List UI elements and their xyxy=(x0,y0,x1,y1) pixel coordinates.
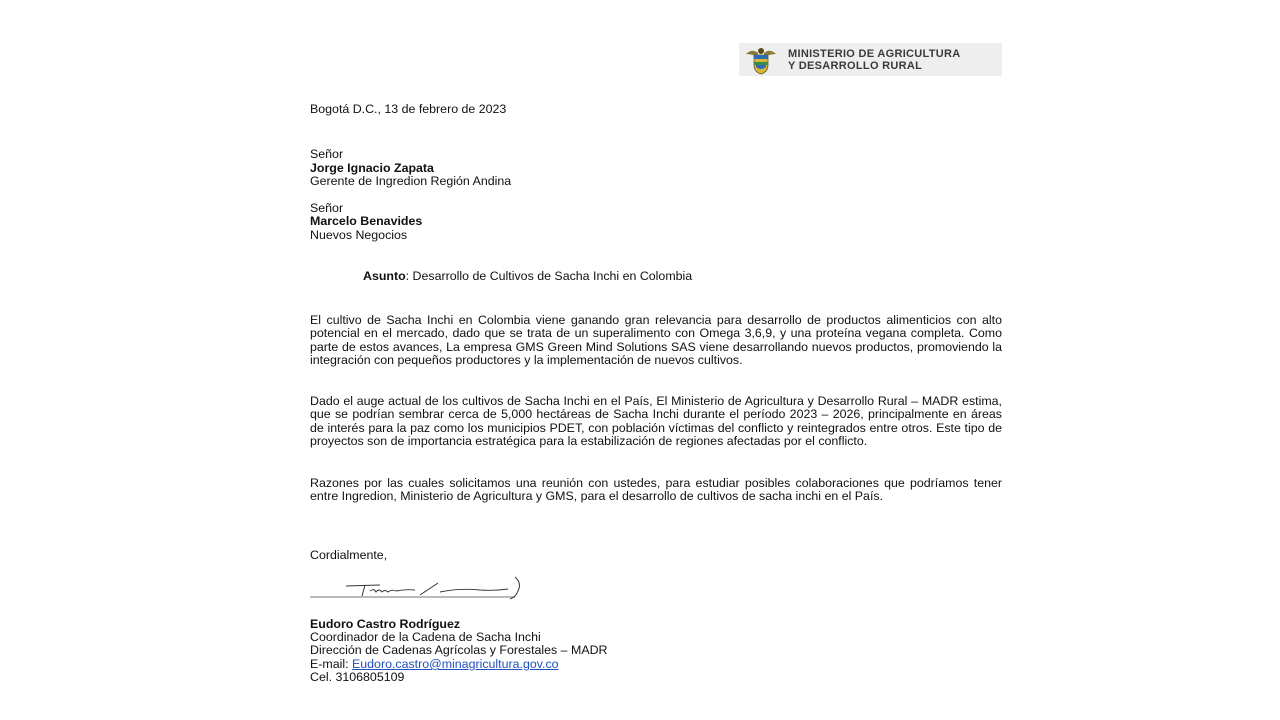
signer-name: Eudoro Castro Rodríguez xyxy=(310,617,461,631)
signer-email-label: E-mail: xyxy=(310,657,352,671)
recipient-2-name: Marcelo Benavides xyxy=(310,214,423,228)
ministry-name xyxy=(788,48,961,72)
date-line: Bogotá D.C., 13 de febrero de 2023 xyxy=(310,102,507,116)
recipient-1-name: Jorge Ignacio Zapata xyxy=(310,161,434,175)
signer-phone: Cel. 3106805109 xyxy=(310,670,405,684)
closing: Cordialmente, xyxy=(310,548,388,562)
ministry-name-line1: MINISTERIO DE AGRICULTURA xyxy=(788,47,961,60)
recipient-2-salutation: Señor xyxy=(310,201,344,215)
recipient-1-title: Gerente de Ingredion Región Andina xyxy=(310,174,512,188)
handwritten-signature xyxy=(310,573,525,603)
body-paragraph-2: Dado el auge actual de los cultivos de Sacha Inchi en el País, El Ministerio de Agricultura y Desarrollo Rural – MADR estima, que se podrían sembrar cerca de 5,000 hectáreas de Sacha Inchi durante el período 2023 – 2026, principalmente en áreas de interés para la paz como los municipios PDET, con población víctimas del conflicto y reintegrados entre otros. Este tipo de proyectos son de importancia estratégica para la estabilización de regiones afectadas por el conflicto. xyxy=(310,394,1002,449)
subject-label: Asunto xyxy=(363,269,406,283)
ministry-letterhead xyxy=(739,43,1002,76)
signer-department: Dirección de Cadenas Agrícolas y Forestales – MADR xyxy=(310,643,608,657)
subject-line xyxy=(363,269,692,283)
signer-role: Coordinador de la Cadena de Sacha Inchi xyxy=(310,630,541,644)
colombia-coat-of-arms-icon xyxy=(744,45,778,75)
body-paragraph-3: Razones por las cuales solicitamos una reunión con ustedes, para estudiar posibles colaboraciones que podríamos tener entre Ingredion, Ministerio de Agricultura y GMS, para el desarrollo de cultivos de sacha inchi en el País. xyxy=(310,476,1002,504)
recipient-2-title: Nuevos Negocios xyxy=(310,228,408,242)
signer-email-link[interactable]: Eudoro.castro@minagricultura.gov.co xyxy=(352,657,559,671)
ministry-name-line2: Y DESARROLLO RURAL xyxy=(788,59,923,72)
subject-text: : Desarrollo de Cultivos de Sacha Inchi en Colombia xyxy=(405,269,693,283)
recipient-1-salutation: Señor xyxy=(310,147,344,161)
body-paragraph-1: El cultivo de Sacha Inchi en Colombia viene ganando gran relevancia para desarrollo de productos alimenticios con alto potencial en el mercado, dado que se trata de un superalimento con Omega 3,6,9, y una proteína vegana completa. Como parte de estos avances, La empresa GMS Green Mind Solutions SAS viene desarrollando nuevos productos, promoviendo la integración con pequeños productores y la implementación de nuevos cultivos. xyxy=(310,313,1002,368)
